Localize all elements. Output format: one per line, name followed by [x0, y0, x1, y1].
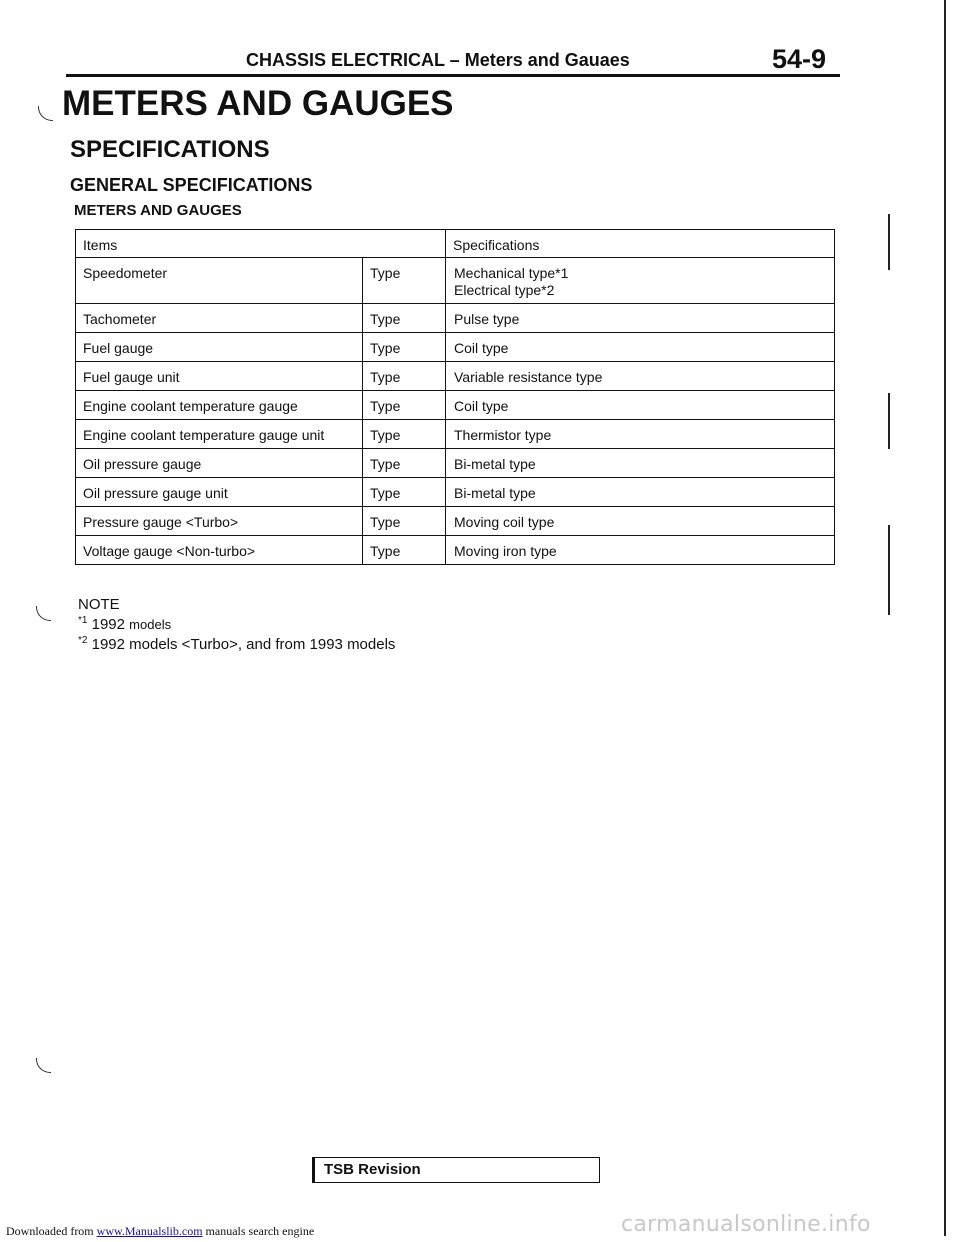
note-2-text: 1992 models <Turbo>, and from 1993 models [91, 636, 396, 653]
spec-line: Moving coil type [454, 514, 555, 530]
spec-cell [446, 333, 835, 362]
item-cell: Oil pressure gauge [76, 449, 363, 478]
note-1-year: 1992 [91, 616, 125, 633]
table-row [76, 420, 835, 449]
item-cell: Oil pressure gauge unit [76, 478, 363, 507]
binder-mark [36, 1058, 51, 1073]
note-1 [78, 613, 395, 633]
header-specifications: Specifications [446, 230, 835, 258]
page-number: 54-9 [772, 44, 827, 74]
spec-cell [446, 362, 835, 391]
table-caption: METERS AND GAUGES [74, 202, 242, 219]
spec-cell [446, 258, 835, 304]
note-2-mark: *2 [78, 635, 88, 646]
type-cell: Type [363, 258, 446, 304]
margin-line [888, 393, 890, 449]
note-block [78, 597, 395, 653]
item-cell: Voltage gauge <Non-turbo> [76, 536, 363, 565]
footer [6, 1224, 314, 1239]
spec-line: Bi-metal type [454, 456, 536, 472]
item-cell: Engine coolant temperature gauge unit [76, 420, 363, 449]
type-cell: Type [363, 304, 446, 333]
spec-cell [446, 304, 835, 333]
table-row [76, 507, 835, 536]
general-specifications-heading: GENERAL SPECIFICATIONS [70, 175, 313, 195]
spec-cell [446, 536, 835, 565]
type-cell: Type [363, 362, 446, 391]
specifications-heading: SPECIFICATIONS [70, 136, 270, 163]
margin-line [888, 525, 890, 615]
header-rule [66, 74, 840, 77]
binder-mark [36, 606, 51, 621]
type-cell: Type [363, 478, 446, 507]
spec-cell [446, 507, 835, 536]
table-row [76, 391, 835, 420]
item-cell: Tachometer [76, 304, 363, 333]
spec-line: Mechanical type*1 [454, 265, 569, 281]
header-title: CHASSIS ELECTRICAL – Meters and Gauaes [246, 50, 630, 70]
item-cell: Pressure gauge <Turbo> [76, 507, 363, 536]
spec-line: Moving iron type [454, 543, 557, 559]
type-cell: Type [363, 333, 446, 362]
watermark: carmanualsonline.info [621, 1212, 871, 1237]
note-1-mark: *1 [78, 615, 88, 626]
spec-cell [446, 391, 835, 420]
margin-line [944, 0, 946, 1236]
spec-line: Variable resistance type [454, 369, 603, 385]
type-cell: Type [363, 420, 446, 449]
spec-line: Pulse type [454, 311, 520, 327]
item-cell: Fuel gauge [76, 333, 363, 362]
table-row [76, 536, 835, 565]
footer-prefix: Downloaded from [6, 1224, 94, 1238]
item-cell: Fuel gauge unit [76, 362, 363, 391]
note-label: NOTE [78, 596, 120, 613]
note-2 [78, 633, 395, 653]
specifications-table [75, 229, 835, 565]
item-cell: Engine coolant temperature gauge [76, 391, 363, 420]
type-cell: Type [363, 507, 446, 536]
table-header-row [76, 230, 835, 258]
footer-suffix: manuals search engine [205, 1224, 315, 1238]
spec-line: Bi-metal type [454, 485, 536, 501]
tsb-revision-box [312, 1157, 600, 1183]
spec-line: Thermistor type [454, 427, 552, 443]
type-cell: Type [363, 391, 446, 420]
tsb-revision-label: TSB Revision [324, 1161, 421, 1178]
spec-cell [446, 478, 835, 507]
spec-cell [446, 449, 835, 478]
table-row [76, 449, 835, 478]
spec-line: Electrical type*2 [454, 282, 555, 298]
note-1-text: models [129, 617, 172, 632]
type-cell: Type [363, 449, 446, 478]
manualslib-link[interactable]: www.Manualslib.com [96, 1224, 203, 1238]
header-items: Items [76, 230, 446, 258]
table-row [76, 478, 835, 507]
margin-line [888, 214, 890, 270]
table-row [76, 333, 835, 362]
type-cell: Type [363, 536, 446, 565]
table-row [76, 362, 835, 391]
spec-line: Coil type [454, 398, 509, 414]
table-row [76, 304, 835, 333]
table-row [76, 258, 835, 304]
section-title: METERS AND GAUGES [62, 84, 454, 123]
spec-cell [446, 420, 835, 449]
item-cell: Speedometer [76, 258, 363, 304]
binder-mark [38, 106, 53, 121]
spec-line: Coil type [454, 340, 509, 356]
